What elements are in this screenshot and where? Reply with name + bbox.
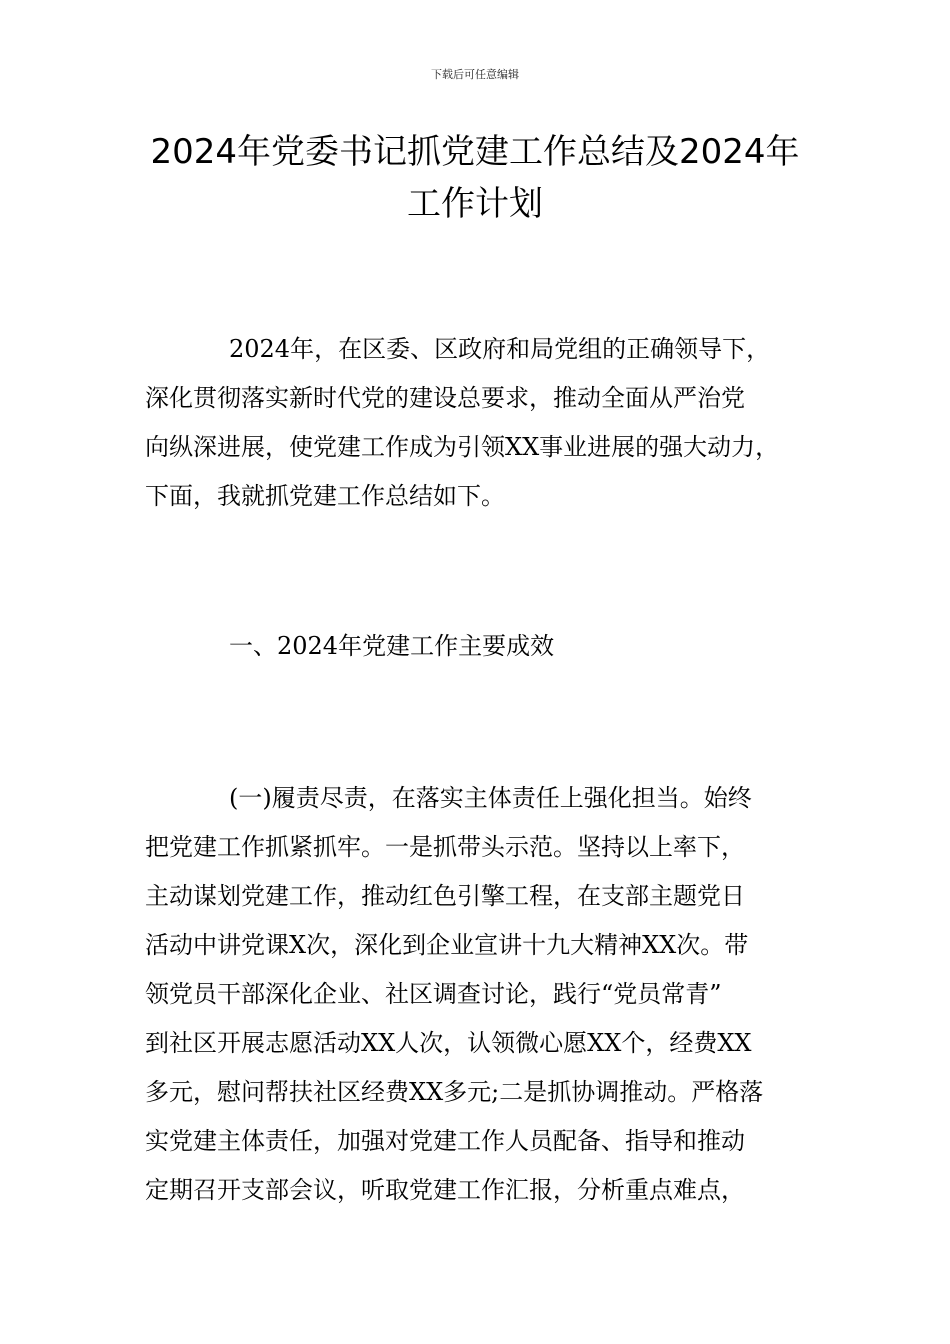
- body-line: 到社区开展志愿活动XX人次，认领微心愿XX个，经费XX: [145, 1029, 752, 1057]
- intro-paragraph: [145, 325, 825, 521]
- section-heading-text: 一、2024年党建工作主要成效: [229, 632, 555, 660]
- intro-line: 深化贯彻落实新时代党的建设总要求，推动全面从严治党: [145, 384, 745, 412]
- title-line-2: 工作计划: [407, 184, 543, 224]
- document-title: [110, 126, 840, 230]
- intro-line: 下面，我就抓党建工作总结如下。: [145, 482, 505, 510]
- body-line: 定期召开支部会议，听取党建工作汇报，分析重点难点，: [145, 1176, 745, 1204]
- title-line-1: 2024年党委书记抓党建工作总结及2024年: [150, 132, 800, 172]
- body-line: 领党员干部深化企业、社区调查讨论，践行“党员常青”: [145, 980, 722, 1008]
- intro-line: 向纵深进展，使党建工作成为引领XX事业进展的强大动力，: [145, 433, 780, 461]
- header-note: 下载后可任意编辑: [431, 68, 519, 81]
- section-heading: [145, 622, 825, 671]
- intro-line: 2024年，在区委、区政府和局党组的正确领导下，: [229, 335, 771, 363]
- body-line: (一)履责尽责，在落实主体责任上强化担当。始终: [229, 784, 752, 812]
- section-body-paragraph: [145, 774, 825, 1215]
- body-line: 实党建主体责任，加强对党建工作人员配备、指导和推动: [145, 1127, 745, 1155]
- body-line: 把党建工作抓紧抓牢。一是抓带头示范。坚持以上率下，: [145, 833, 745, 861]
- body-line: 多元，慰问帮扶社区经费XX多元;二是抓协调推动。严格落: [145, 1078, 764, 1106]
- body-line: 活动中讲党课X次，深化到企业宣讲十九大精神XX次。带: [145, 931, 749, 959]
- body-line: 主动谋划党建工作，推动红色引擎工程，在支部主题党日: [145, 882, 745, 910]
